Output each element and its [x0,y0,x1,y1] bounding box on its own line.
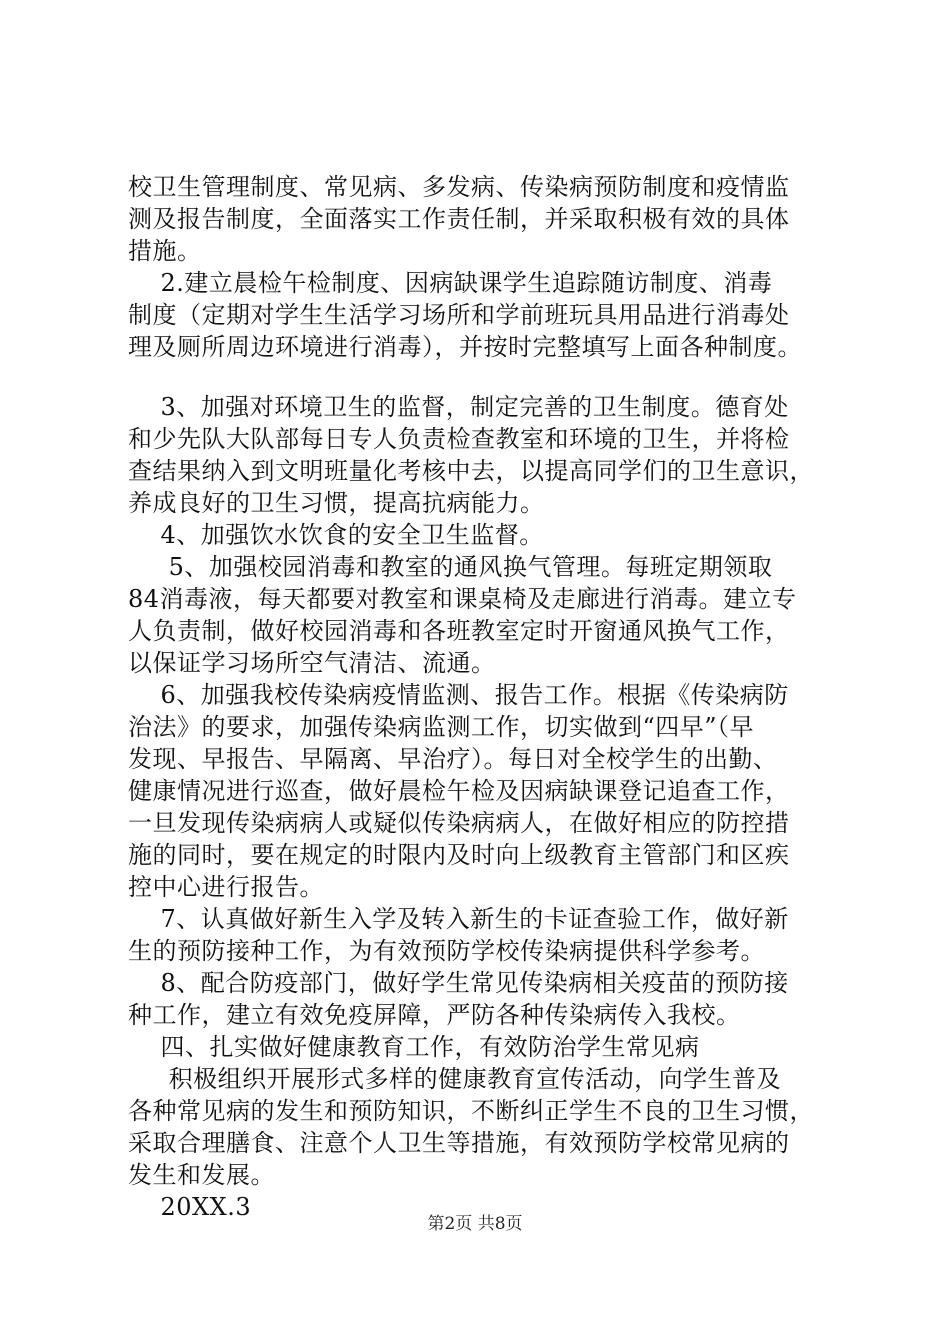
text-line: 生的预防接种工作，为有效预防学校传染病提供科学参考。 [128,937,765,965]
text-line: 以保证学习场所空气清洁、流通。 [128,649,496,677]
text-line: 治法》的要求，加强传染病监测工作，切实做到“四早”（早 [128,713,755,741]
text-line: 健康情况进行巡查，做好晨检午检及因病缺课登记追查工作， [128,777,790,805]
text-line: 一旦发现传染病病人或疑似传染病病人，在做好相应的防控措 [128,809,790,837]
page-number-label: 第2页 共8页 [427,1214,523,1234]
page-footer [0,1213,950,1235]
text-line: 措施。 [128,237,202,265]
text-line: 积极组织开展形式多样的健康教育宣传活动，向学生普及 [128,1065,782,1093]
text-line: 人负责制，做好校园消毒和各班教室定时开窗通风换气工作， [128,617,790,645]
text-line: 采取合理膳食、注意个人卫生等措施，有效预防学校常见病的 [128,1129,790,1157]
text-line: 6、加强我校传染病疫情监测、报告工作。根据《传染病防 [128,681,789,709]
text-line: 查结果纳入到文明班量化考核中去，以提高同学们的卫生意识， [128,457,814,485]
text-line: 各种常见病的发生和预防知识，不断纠正学生不良的卫生习惯， [128,1097,814,1125]
section-heading: 四、扎实做好健康教育工作，有效防治学生常见病 [128,1033,700,1061]
document-body [128,171,840,1223]
text-line: 校卫生管理制度、常见病、多发病、传染病预防制度和疫情监 [128,173,790,201]
text-line: 种工作，建立有效免疫屏障，严防各种传染病传入我校。 [128,1001,741,1029]
text-line: 8、配合防疫部门，做好学生常见传染病相关疫苗的预防接 [128,969,789,997]
text-line: 制度（定期对学生生活学习场所和学前班玩具用品进行消毒处 [128,301,790,329]
text-line: 测及报告制度，全面落实工作责任制，并采取积极有效的具体 [128,205,790,233]
text-line: 发现、早报告、早隔离、早治疗）。每日对全校学生的出勤、 [128,745,778,773]
text-line: 2.建立晨检午检制度、因病缺课学生追踪随访制度、消毒 [128,269,773,297]
text-line: 和少先队大队部每日专人负责检查教室和环境的卫生，并将检 [128,425,790,453]
text-line: 养成良好的卫生习惯，提高抗病能力。 [128,489,545,517]
text-line: 7、认真做好新生入学及转入新生的卡证查验工作，做好新 [128,905,789,933]
text-line: 控中心进行报告。 [128,873,324,901]
document-date: 20XX.3 [128,1193,252,1221]
text-line: 5、加强校园消毒和教室的通风换气管理。每班定期领取 [128,553,773,581]
text-line: 3、加强对环境卫生的监督，制定完善的卫生制度。德育处 [128,393,789,421]
text-line: 84消毒液，每天都要对教室和课桌椅及走廊进行消毒。建立专 [128,585,797,613]
text-line: 发生和发展。 [128,1161,275,1189]
text-line: 理及厕所周边环境进行消毒），并按时完整填写上面各种制度。 [128,333,802,361]
text-line: 施的同时，要在规定的时限内及时向上级教育主管部门和区疾 [128,841,790,869]
text-line: 4、加强饮水饮食的安全卫生监督。 [128,521,544,549]
